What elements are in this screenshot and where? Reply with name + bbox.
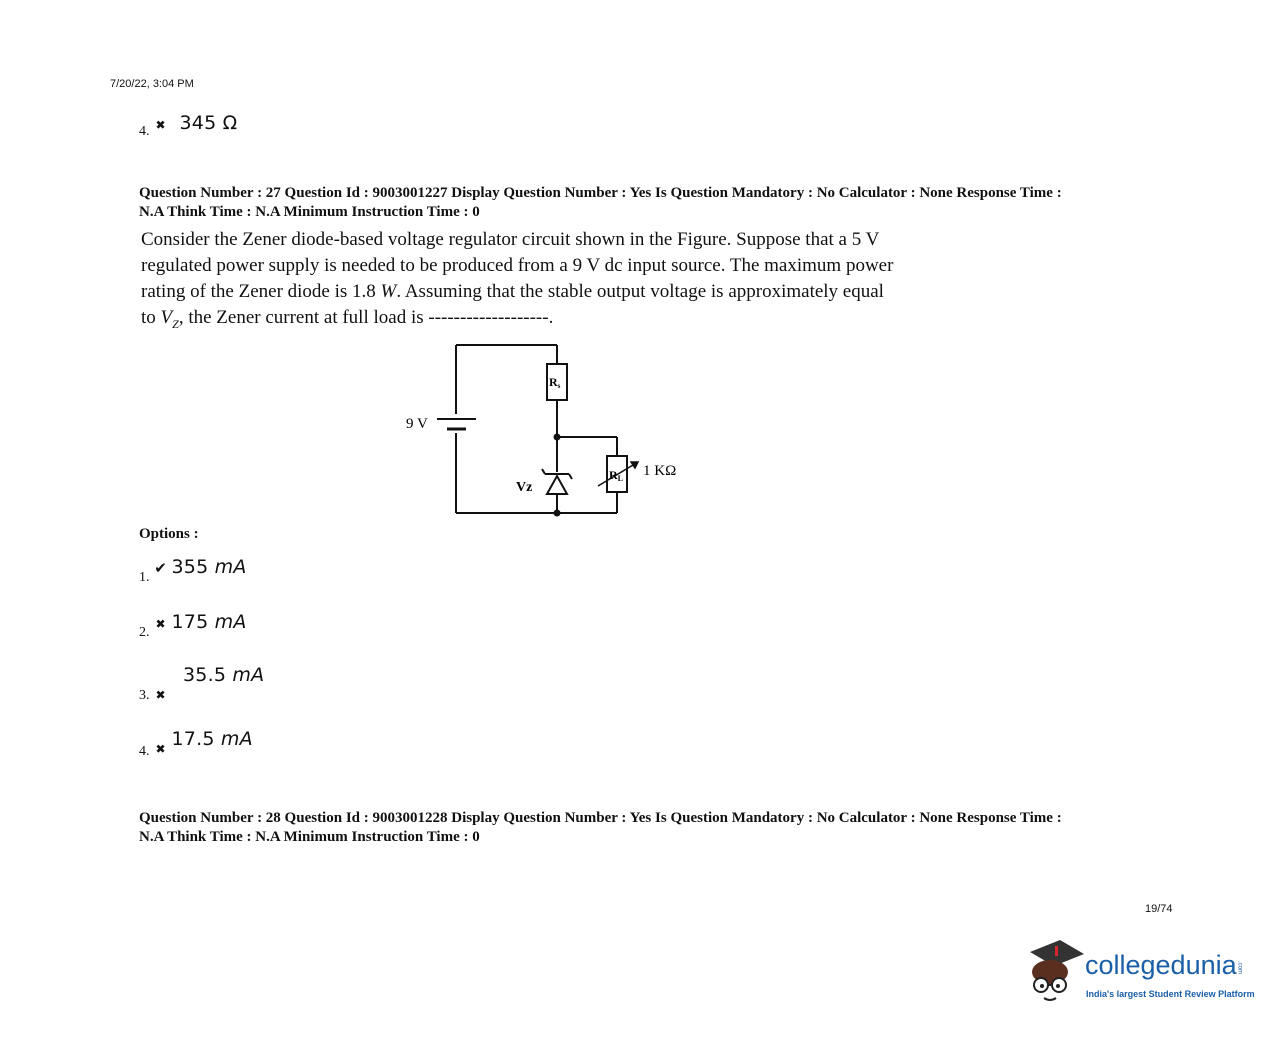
option-number: 2. xyxy=(139,625,150,640)
collegedunia-wordmark xyxy=(1085,950,1243,981)
prev-option-4 xyxy=(139,112,238,139)
wrong-mark-icon: ✖ xyxy=(155,688,166,702)
option-4 xyxy=(139,728,253,759)
option-number: 1. xyxy=(139,570,150,585)
question-text-line xyxy=(141,279,971,305)
page-number: 19/74 xyxy=(1145,903,1173,915)
brand-name: collegedunia xyxy=(1085,950,1237,980)
meta-line-1: Question Number : 28 Question Id : 9003001228 Display Question Number : Yes Is Question Mandatory : No Calculator : None Response Time : xyxy=(139,810,1062,826)
question-27-meta xyxy=(139,184,1169,222)
text-segment: to xyxy=(141,307,161,328)
junction-dot xyxy=(554,510,561,517)
option-number: 3. xyxy=(139,688,150,703)
option-value: 345 Ω xyxy=(179,112,238,134)
zener-diode-symbol xyxy=(542,469,572,494)
correct-check-icon: ✔ xyxy=(154,561,167,577)
battery-symbol xyxy=(437,419,476,429)
brand-tagline: India's largest Student Review Platform xyxy=(1086,989,1255,999)
vz-label: Vz xyxy=(516,480,533,495)
wrong-mark-icon: ✖ xyxy=(155,742,166,756)
collegedunia-mascot-logo xyxy=(1024,938,1086,1004)
symbol-sub-z: Z xyxy=(172,316,179,331)
zener-regulator-circuit xyxy=(400,336,700,521)
question-text-line: regulated power supply is needed to be produced from a 9 V dc input source. The maximum power xyxy=(141,255,894,276)
option-2 xyxy=(139,611,247,640)
option-value: 35.5 mA xyxy=(183,664,265,686)
meta-line-2: N.A Think Time : N.A Minimum Instruction Time : 0 xyxy=(139,829,480,845)
symbol-v: V xyxy=(160,307,173,328)
text-segment: rating of the Zener diode is 1.8 xyxy=(141,281,381,302)
question-text-line: Consider the Zener diode-based voltage regulator circuit shown in the Figure. Suppose that a 5 V xyxy=(141,229,880,250)
junction-dot xyxy=(554,434,561,441)
option-1 xyxy=(139,556,247,585)
brand-suffix: .com xyxy=(1236,960,1243,974)
source-label: 9 V xyxy=(406,416,428,432)
print-timestamp: 7/20/22, 3:04 PM xyxy=(110,78,194,90)
text-segment: , the Zener current at full load is -------------------. xyxy=(178,307,554,328)
option-number: 4. xyxy=(139,744,150,759)
option-value: 17.5 mA xyxy=(171,728,253,750)
question-27-text xyxy=(141,227,971,337)
meta-line-1: Question Number : 27 Question Id : 9003001227 Display Question Number : Yes Is Question Mandatory : No Calculator : None Response Time : xyxy=(139,185,1062,201)
question-text-line xyxy=(141,305,971,337)
options-label: Options : xyxy=(139,526,199,542)
option-3 xyxy=(139,664,264,704)
option-value: 175 mA xyxy=(171,611,247,633)
text-segment: . Assuming that the stable output voltage is approximately equal xyxy=(396,281,884,302)
option-number: 4. xyxy=(139,124,150,139)
load-value-label: 1 KΩ xyxy=(643,463,677,479)
option-value: 355 mA xyxy=(171,556,247,578)
wrong-mark-icon: ✖ xyxy=(155,617,166,631)
rs-label: Rs xyxy=(549,375,561,390)
question-28-meta xyxy=(139,809,1169,847)
wrong-mark-icon: ✖ xyxy=(155,118,166,132)
meta-line-2: N.A Think Time : N.A Minimum Instruction Time : 0 xyxy=(139,204,480,220)
unit-w: W xyxy=(380,281,397,302)
rl-label: RL xyxy=(609,468,624,483)
